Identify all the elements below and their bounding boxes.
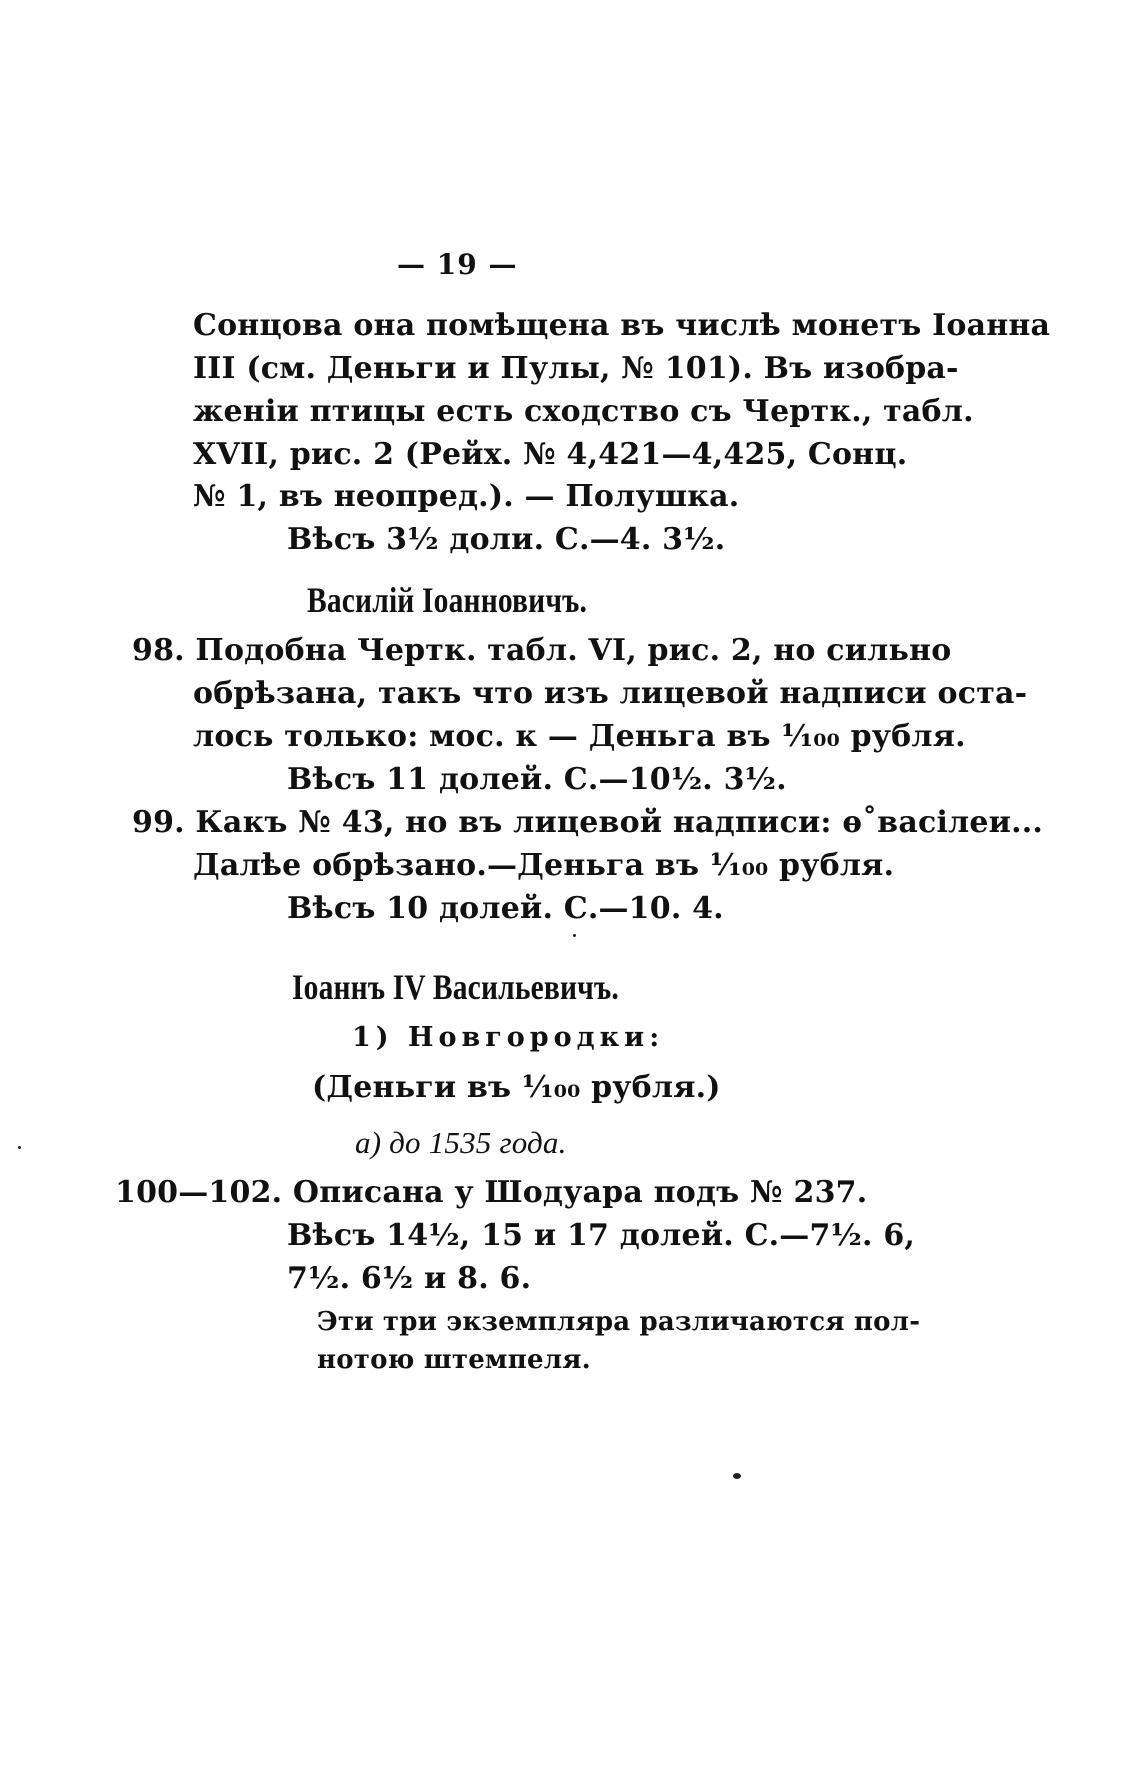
ink-speck	[733, 1473, 741, 1479]
page-number: — 19 —	[397, 248, 518, 281]
section-heading: Василій Іоанновичъ.	[307, 580, 588, 620]
text-line: 100—102. Описана у Шодуара подъ № 237.	[115, 1175, 868, 1210]
text-line: 99. Какъ № 43, но въ лицевой надписи: ѳ˚васілеи...	[132, 805, 1044, 840]
section-heading: Іоаннъ IV Васильевичъ.	[292, 967, 619, 1007]
text-line: № 1, въ неопред.). — Полушка.	[193, 479, 740, 514]
text-line: Сонцова она помѣщена въ числѣ монетъ Іоанна	[193, 308, 1051, 343]
text-line: лось только: мос. к — Деньга въ ¹⁄₁₀₀ рубля.	[193, 719, 966, 754]
text-line: XVII, рис. 2 (Рейх. № 4,421—4,425, Сонц.	[193, 437, 908, 472]
text-line: III (см. Деньги и Пулы, № 101). Въ изобра-	[193, 351, 959, 386]
sub-heading: 1) Новгородки:	[352, 1022, 665, 1053]
note-line: Эти три экземпляра различаются пол-	[317, 1307, 921, 1337]
weight-line: 7½. 6½ и 8. 6.	[287, 1261, 532, 1296]
ink-speck	[573, 934, 576, 937]
denomination-line: (Деньги въ ¹⁄₁₀₀ рубля.)	[312, 1070, 721, 1105]
note-line: нотою штемпеля.	[317, 1345, 591, 1375]
weight-line: Вѣсъ 10 долей. С.—10. 4.	[287, 891, 724, 926]
weight-line: Вѣсъ 11 долей. С.—10½. 3½.	[287, 762, 787, 797]
text-line: 98. Подобна Чертк. табл. VI, рис. 2, но сильно	[132, 633, 952, 668]
text-line: женіи птицы есть сходство съ Чертк., табл.	[193, 394, 974, 429]
weight-line: Вѣсъ 14½, 15 и 17 долей. С.—7½. 6,	[287, 1218, 916, 1253]
text-line: обрѣзана, такъ что изъ лицевой надписи оста-	[193, 676, 1028, 711]
period-line: а) до 1535 года.	[355, 1125, 567, 1160]
ink-speck	[18, 1146, 21, 1149]
weight-line: Вѣсъ 3½ доли. С.—4. 3½.	[287, 522, 726, 557]
text-line: Далѣе обрѣзано.—Деньга въ ¹⁄₁₀₀ рубля.	[193, 848, 895, 883]
